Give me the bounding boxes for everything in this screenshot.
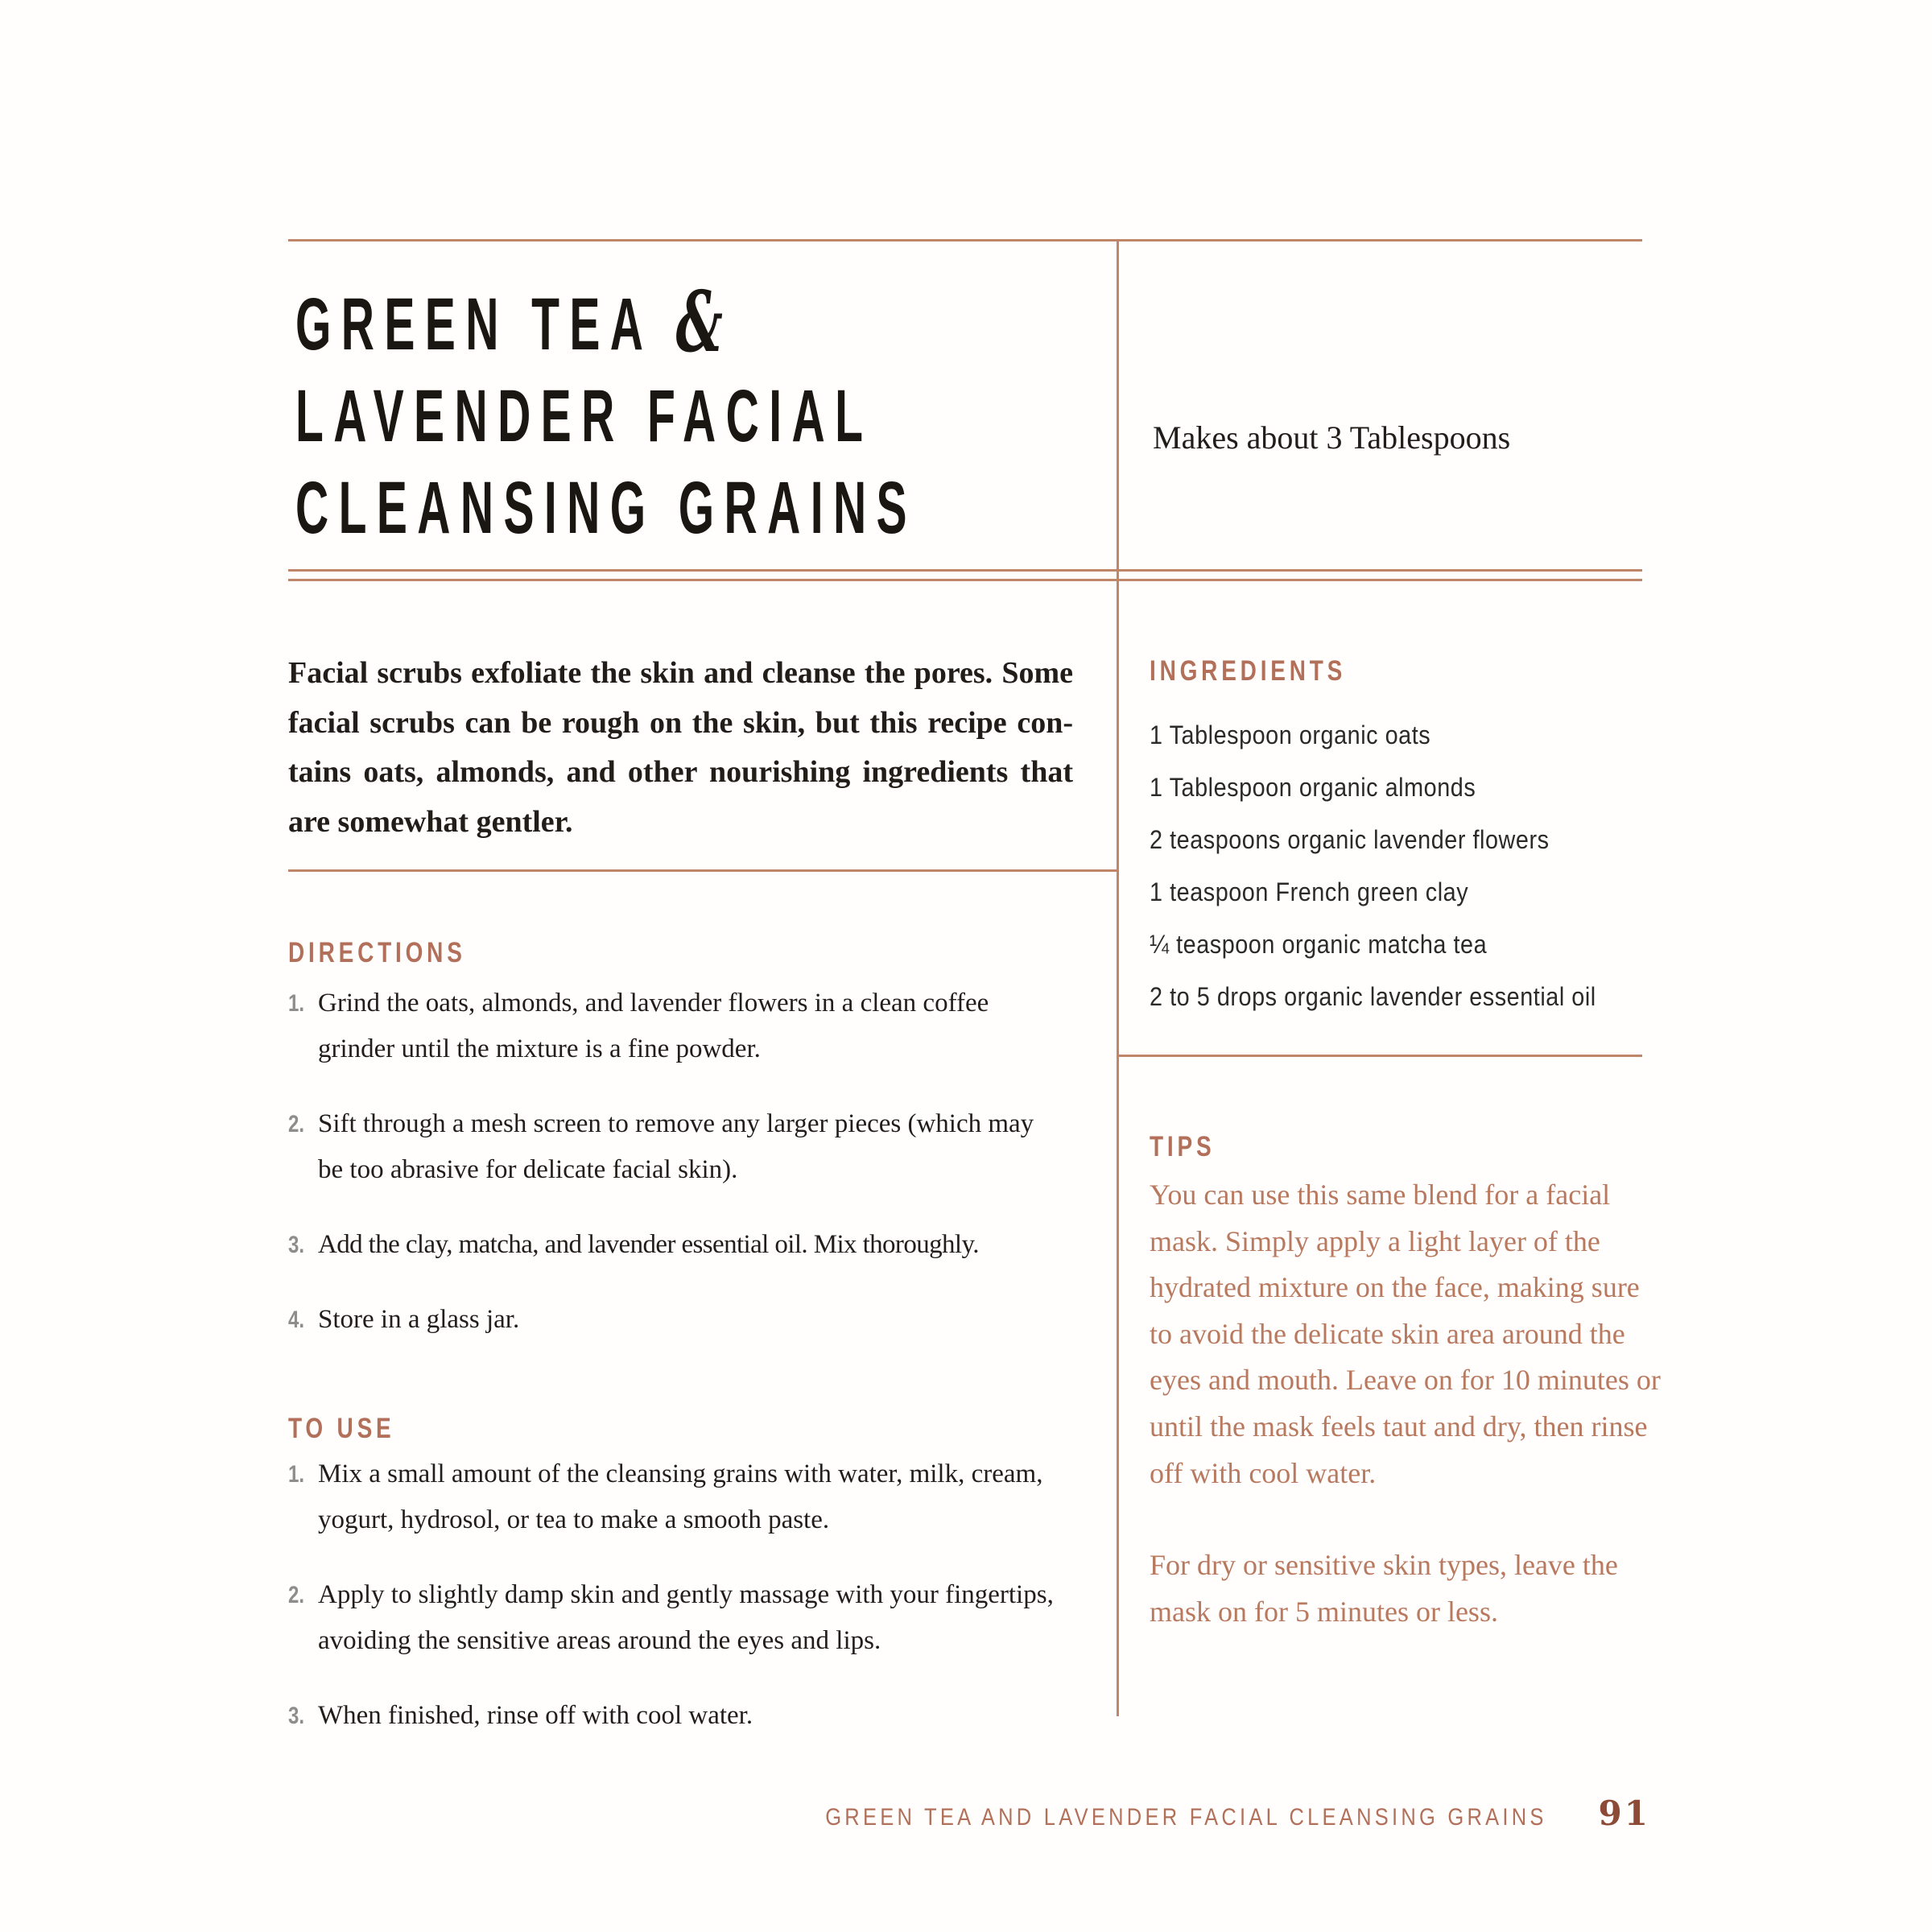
title-line-1-text: GREEN TEA [295, 283, 654, 365]
step-text: When finished, rinse off with cool water. [318, 1701, 753, 1730]
double-rule-upper [288, 569, 1642, 572]
ingredient-item: 2 to 5 drops organic lavender essential oil [1150, 982, 1596, 1011]
ingredient-item: 1 Tablespoon organic almonds [1150, 773, 1476, 802]
title-ampersand: & [675, 272, 723, 371]
page-number: 91 [1598, 1794, 1650, 1833]
step-number: 1. [288, 1461, 305, 1488]
title-line-2: LAVENDER FACIAL [295, 375, 873, 457]
ingredient-item: ¼ teaspoon organic matcha tea [1150, 930, 1488, 959]
step-number: 2. [288, 1582, 305, 1608]
tips-body [1150, 1172, 1665, 1635]
to-use-list [288, 1451, 1055, 1768]
step-text: Mix a small amount of the cleansing grains with water, milk, cream, yogurt, hydrosol, or tea to make a smooth paste. [318, 1459, 1043, 1534]
step-text: Add the clay, matcha, and lavender essential oil. Mix thoroughly. [318, 1230, 979, 1259]
top-rule [288, 239, 1642, 242]
directions-step-4 [288, 1297, 1055, 1343]
directions-step-1 [288, 980, 1055, 1072]
step-number: 2. [288, 1111, 305, 1137]
ingredients-heading: INGREDIENTS [1150, 655, 1347, 687]
step-number: 1. [288, 990, 305, 1017]
tips-paragraph-2: For dry or sensitive skin types, leave the mask on for 5 minutes or less. [1150, 1549, 1618, 1628]
directions-heading: DIRECTIONS [288, 937, 466, 968]
step-number: 3. [288, 1232, 305, 1258]
page-footer [698, 1794, 1650, 1833]
step-text: Grind the oats, almonds, and lavender flowers in a clean coffee grinder until the mixture is a fine powder. [318, 989, 989, 1063]
ingredient-item: 1 Tablespoon organic oats [1150, 720, 1431, 749]
tips-divider-rule [1117, 1055, 1642, 1057]
intro-paragraph: Facial scrubs exfoliate the skin and cleanse the pores. Some facial scrubs can be rough on the skin, but this recipe contains oats, almonds, and other nourishing ingredients that are somewhat gentler. [288, 656, 1073, 839]
tips-paragraph-1: You can use this same blend for a facial mask. Simply apply a light layer of the hydrated mixture on the face, making sure to avoid the delicate skin area around the eyes and mouth. Leave on for 10 minutes or until the mask feels taut and dry, then rinse off with cool water. [1150, 1179, 1661, 1489]
directions-step-3 [288, 1222, 1055, 1268]
title-line-3: CLEANSING GRAINS [295, 467, 918, 549]
to-use-step-2 [288, 1572, 1055, 1664]
recipe-title [295, 272, 1298, 554]
double-rule-lower [288, 579, 1642, 581]
step-text: Apply to slightly damp skin and gently massage with your fingertips, avoiding the sensitive areas around the eyes and lips. [318, 1580, 1054, 1655]
directions-list [288, 980, 1055, 1372]
ingredient-item: 1 teaspoon French green clay [1150, 877, 1469, 906]
to-use-step-3 [288, 1693, 1055, 1739]
intro-divider-rule [288, 869, 1117, 872]
footer-running-title: GREEN TEA AND LAVENDER FACIAL CLEANSING GRAINS [825, 1804, 1547, 1831]
to-use-step-1 [288, 1451, 1055, 1543]
directions-step-2 [288, 1101, 1055, 1193]
step-number: 3. [288, 1703, 305, 1729]
tips-heading: TIPS [1150, 1131, 1216, 1162]
step-number: 4. [288, 1307, 305, 1333]
yield-note: Makes about 3 Tablespoons [1153, 419, 1511, 456]
step-text: Store in a glass jar. [318, 1305, 520, 1334]
ingredients-list [1150, 709, 1596, 1023]
title-line-1 [295, 272, 917, 371]
to-use-heading: TO USE [288, 1413, 395, 1444]
ingredient-item: 2 teaspoons organic lavender flowers [1150, 825, 1550, 854]
step-text: Sift through a mesh screen to remove any larger pieces (which may be too abrasive for delicate facial skin). [318, 1109, 1034, 1184]
